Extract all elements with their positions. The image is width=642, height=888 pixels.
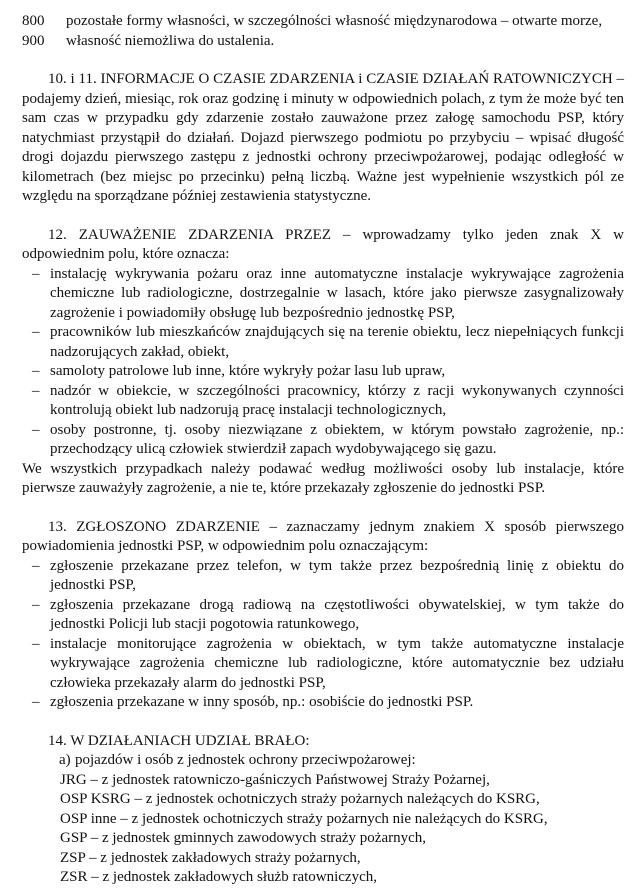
list-item: – zgłoszenia przekazane w inny sposób, np.: osobiście do jednostki PSP. (22, 693, 624, 713)
unit-list (22, 771, 624, 888)
section-12-list (22, 265, 624, 460)
unit-item: OSP inne – z jednostek ochotniczych straży pożarnych nie należących do KSRG, (60, 810, 548, 827)
dash-bullet: – (32, 324, 40, 340)
section-12-closing: We wszystkich przypadkach należy podawać według możliwości osoby lub instalacje, które pierwsze zauważyły zagrożenie, a nie te, które przekazały zgłoszenie do jednostki PSP. (22, 460, 624, 496)
list-item: – zgłoszenia przekazane drogą radiową na częstotliwości obywatelskiej, w tym także do jednostki Policji lub stacji pogotowia ratunkowego, (32, 596, 624, 632)
code-description: pozostałe formy własności, w szczególności własność międzynarodowa – otwarte morze, (66, 13, 603, 29)
unit-item: ZSP – z jednostek zakładowych straży pożarnych, (60, 849, 361, 866)
code-description: własność niemożliwa do ustalenia. (66, 32, 275, 49)
list-item: – samoloty patrolowe lub inne, które wykryły pożar lasu lub upraw, (22, 362, 624, 382)
subitem-label: a) (59, 752, 71, 768)
unit-item: OSP KSRG – z jednostek ochotniczych straży pożarnych należących do KSRG, (60, 791, 540, 807)
subitem-text: pojazdów i osób z jednostek ochrony przeciwpożarowej: (75, 752, 416, 768)
section-14-subitem (22, 751, 624, 771)
dash-bullet: – (32, 363, 40, 379)
dash-bullet: – (32, 421, 40, 438)
section-12-intro: 12. ZAUWAŻENIE ZDARZENIA PRZEZ – wprowadzamy tylko jeden znak X w odpowiednim polu, które oznacza: (22, 226, 624, 262)
dash-bullet: – (32, 596, 40, 613)
dash-bullet: – (32, 265, 40, 282)
section-10-11-paragraph: 10. i 11. INFORMACJE O CZASIE ZDARZENIA i CZASIE DZIAŁAŃ RATOWNICZYCH – podajemy dzień, miesiąc, rok oraz godzinę i minuty w odpowiednich polach, z tym że może być ten sam czas w przypadku gdy zdarzenie zostało zauważone przez załogę samochodu PSP, który natychmiast przystąpił do działań. Dojazd pierwszego podmiotu po przybyciu – wpisać długość drogi dojazdu pierwszego zastępu z jednostki ochrony przeciwpożarowej, podając odległość w kilometrach (bez miejsc po przecinku) pełną liczbą. Ważne jest wypełnienie wszystkich pól ze względu na sporządzane później zestawienia statystyczne. (22, 71, 624, 204)
dash-bullet: – (32, 694, 40, 710)
code-number: 900 (22, 32, 45, 49)
section-13-intro: 13. ZGŁOSZONO ZDARZENIE – zaznaczamy jednym znakiem X sposób pierwszego powiadomienia jednostki PSP, w odpowiednim polu oznaczającym: (22, 518, 624, 554)
section-14-heading: 14. W DZIAŁANIACH UDZIAŁ BRAŁO: (48, 732, 310, 749)
list-item: – instalacje monitorujące zagrożenia w obiektach, w tym także automatyczne instalacje wykrywające zagrożenia chemiczne lub radiologiczne, które automatycznie bez udziału człowieka przekazały alarm do jednostki PSP, (32, 635, 624, 691)
list-item: – pracowników lub mieszkańców znajdujących się na terenie obiektu, lecz niepełniących funkcji nadzorujących zakład, obiekt, (32, 324, 624, 360)
list-item: – nadzór w obiekcie, w szczególności pracownicy, którzy z racji wykonywanych czynności kontrolują obiekt lub nadzorują pracę instalacji technologicznych, (32, 382, 624, 418)
list-item: – osoby postronne, tj. osoby niezwiązane z obiektem, w którym powstało zagrożenie, np.: przechodzący ulicą człowiek stwierdził zapach wydobywającego się gazu. (32, 421, 624, 457)
dash-bullet: – (32, 382, 40, 399)
unit-item: ZSR – z jednostek zakładowych służb ratowniczych, (60, 869, 377, 885)
code-row (22, 12, 624, 32)
section-13-list (22, 557, 624, 713)
code-number: 800 (22, 13, 45, 29)
list-item: – zgłoszenie przekazane przez telefon, w tym także przez bezpośrednią linię z obiektu do jednostki PSP, (32, 557, 624, 593)
dash-bullet: – (32, 635, 40, 652)
dash-bullet: – (32, 557, 40, 574)
unit-item: GSP – z jednostek gminnych zawodowych straży pożarnych, (60, 830, 427, 846)
unit-item: JRG – z jednostek ratowniczo-gaśniczych Państwowej Straży Pożarnej, (60, 771, 490, 788)
list-item: – instalację wykrywania pożaru oraz inne automatyczne instalacje wykrywające zagrożenia chemiczne lub radiologiczne, dostrzegalnie w lasach, które jako pierwsze zasygnalizowały zagrożenie i powiadomiły obsługę lub bezpośrednio jednostkę PSP, (32, 265, 624, 321)
code-row (22, 32, 624, 52)
